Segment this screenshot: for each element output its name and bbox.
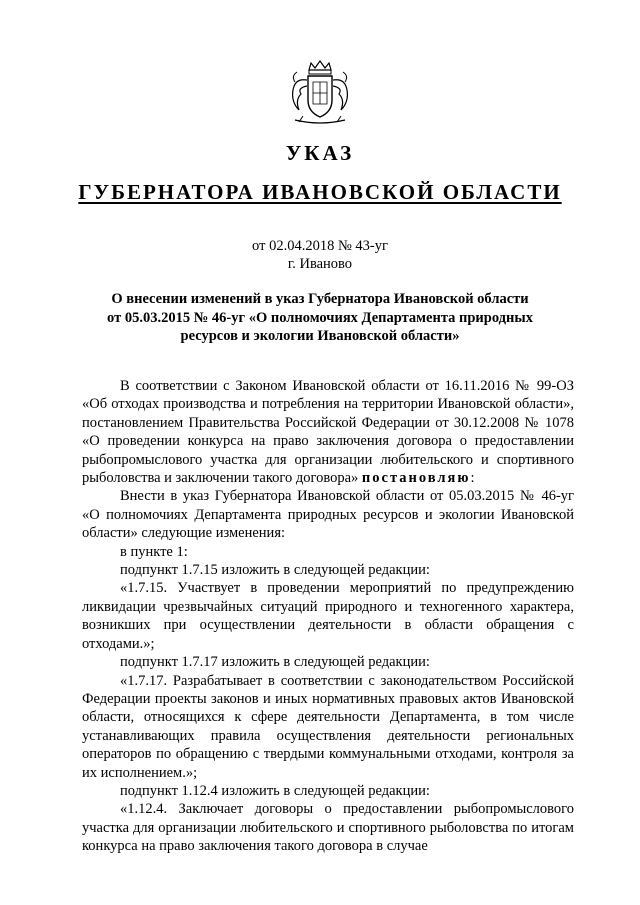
issuer-title xyxy=(0,180,640,205)
paragraph-preamble xyxy=(82,377,574,487)
date-and-place xyxy=(0,237,640,273)
paragraph-subitem-1-7-15-intro: подпункт 1.7.15 изложить в следующей редакции: xyxy=(120,562,430,579)
issuer-title-text: ГУБЕРНАТОРА ИВАНОВСКОЙ ОБЛАСТИ xyxy=(78,180,562,204)
paragraph-subitem-1-12-4-text: «1.12.4. Заключает договоры о предоставлении рыбопромыслового участка для организации любительского и спортивного рыболовства по итогам конкурса на право заключения такого договора в случае xyxy=(82,801,574,855)
paragraph-subitem-1-12-4-intro: подпункт 1.12.4 изложить в следующей редакции: xyxy=(120,782,430,799)
preamble-text: В соответствии с Законом Ивановской области от 16.11.2016 № 99-ОЗ «Об отходах производства и потребления на территории Ивановской области», постановлением Правительства Российской Федерации от 30.12.2008 № 1078 «О проведении конкурса на право заключения договора о предоставлении рыбопромыслового участка для организации любительского и спортивного рыболовства и заключении такого договора» xyxy=(82,378,574,487)
city: г. Иваново xyxy=(287,256,353,272)
decree-word: постановляю xyxy=(361,470,471,487)
preamble-end: : xyxy=(470,470,475,487)
document-heading xyxy=(100,290,540,346)
document-type-title: УКАЗ xyxy=(285,141,355,165)
heading-line-2: от 05.03.2015 № 46-уг «О полномочиях Департамента природных xyxy=(107,309,533,326)
heading-line-3: ресурсов и экологии Ивановской области» xyxy=(180,328,460,344)
paragraph-amend-intro: Внести в указ Губернатора Ивановской области от 05.03.2015 № 46-уг «О полномочиях Департамента природных ресурсов и экологии Ивановской области» следующие изменения: xyxy=(82,488,574,542)
paragraph-subitem-1-7-17-intro: подпункт 1.7.17 изложить в следующей редакции: xyxy=(120,654,430,671)
paragraph-subitem-1-7-15-text: «1.7.15. Участвует в проведении мероприятий по предупреждению ликвидации чрезвычайных ситуаций природного и техногенного характера, возникших при осуществлении деятельности в области обращения с отходами.»; xyxy=(82,580,574,652)
paragraph-subitem-1-7-17-text: «1.7.17. Разрабатывает в соответствии с законодательством Российской Федерации проекты законов и иных нормативных правовых актов Ивановской области, относящихся к сфере деятельности Департамента, в том числе устанавливающих правила осуществления деятельности региональных операторов по обращению с твердыми коммунальными отходами, контроля за их исполнением.»; xyxy=(82,672,574,781)
document-body xyxy=(82,377,574,856)
date-number: от 02.04.2018 № 43-уг xyxy=(252,238,388,254)
coat-of-arms-emblem xyxy=(289,60,351,128)
paragraph-item-1: в пункте 1: xyxy=(120,543,188,560)
heading-line-1: О внесении изменений в указ Губернатора Ивановской области xyxy=(111,291,529,307)
